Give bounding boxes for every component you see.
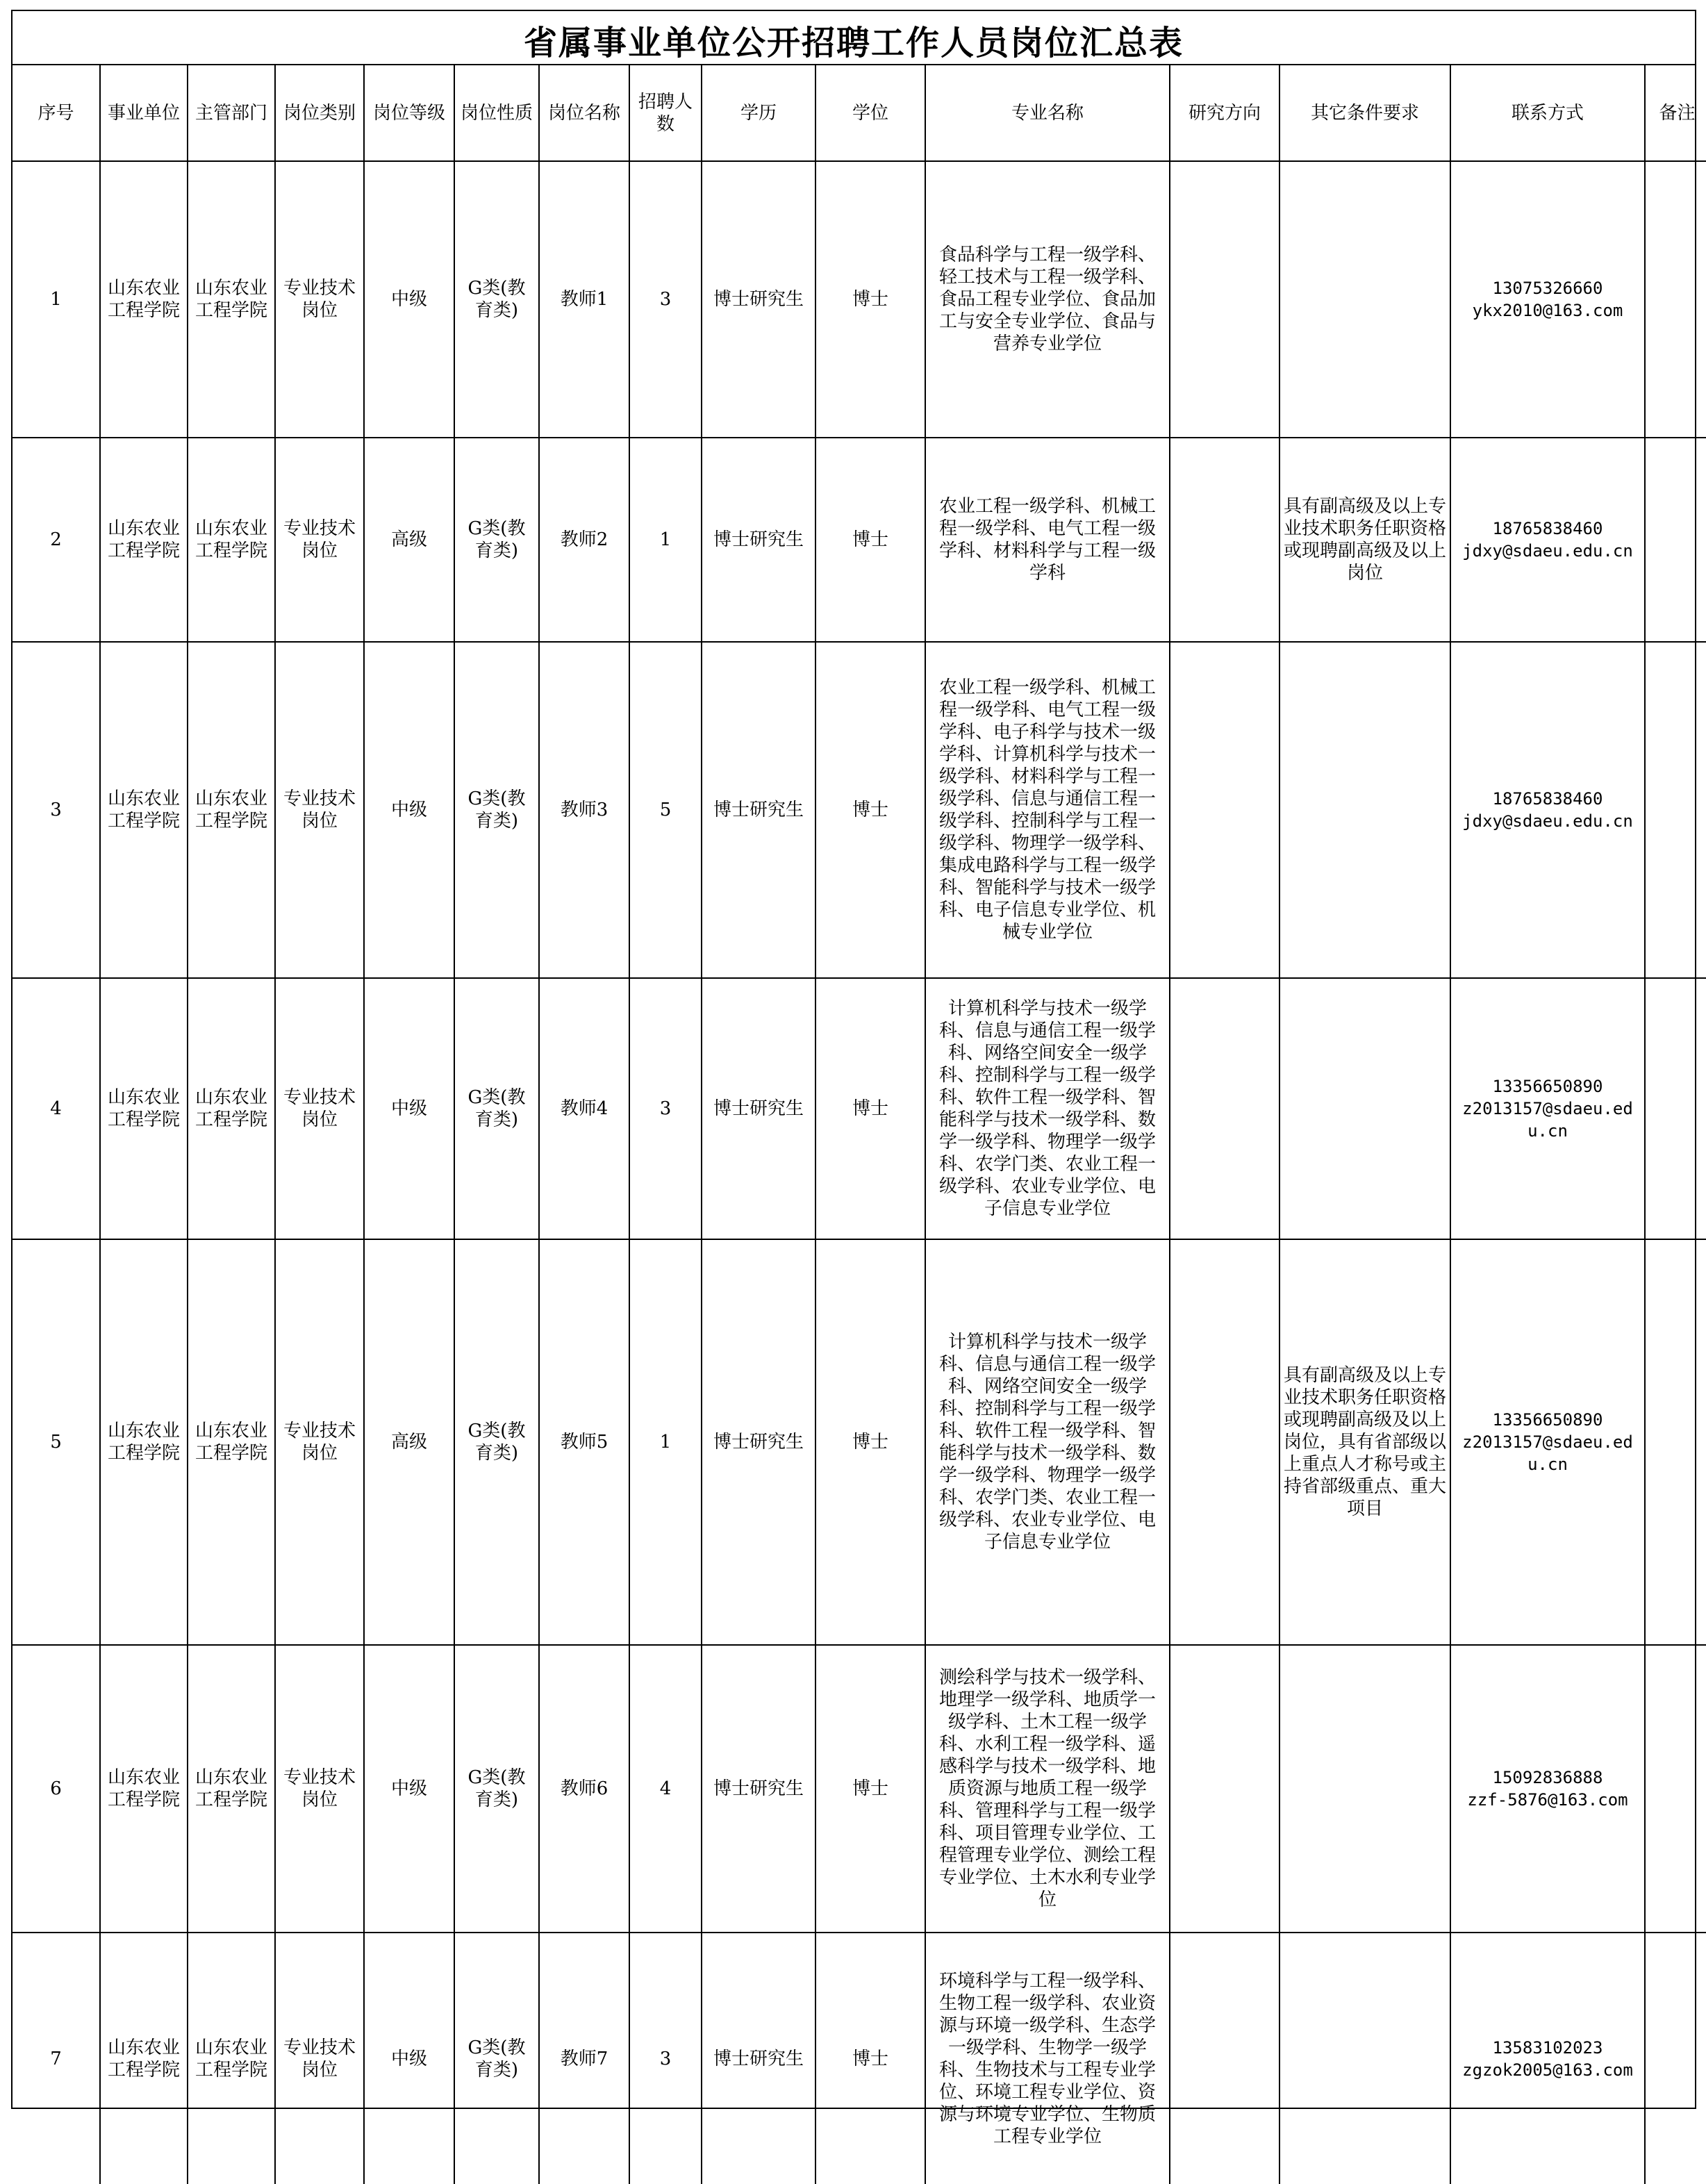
- table-row: [13, 1933, 1706, 2184]
- degree-cell: 博士: [815, 1239, 925, 1645]
- level-cell: 高级: [364, 438, 454, 642]
- major-cell: 计算机科学与技术一级学科、信息与通信工程一级学科、网络空间安全一级学科、控制科学与工程一级学科、软件工程一级学科、智能科学与技术一级学科、数学一级学科、物理学一级学科、农学门类、农业工程一级学科、农业专业学位、电子信息专业学位: [925, 1239, 1170, 1645]
- education-cell: 博士研究生: [702, 1645, 815, 1933]
- note-cell: [1645, 1933, 1706, 2184]
- degree-cell: 博士: [815, 438, 925, 642]
- degree-cell: 博士: [815, 1933, 925, 2184]
- contact-email: jdxy@sdaeu.edu.cn: [1462, 811, 1633, 831]
- contact-phone: 18765838460: [1492, 789, 1603, 809]
- positions-table: [13, 65, 1706, 2184]
- header-col-other: 其它条件要求: [1280, 65, 1450, 161]
- contact-email: z2013157@sdaeu.edu.cn: [1462, 1432, 1633, 1474]
- header-col-major: 专业名称: [925, 65, 1170, 161]
- header-col-dept: 主管部门: [188, 65, 275, 161]
- category-cell: 专业技术岗位: [275, 1933, 364, 2184]
- other-conditions-cell: 具有副高级及以上专业技术职务任职资格或现聘副高级及以上岗位: [1280, 438, 1450, 642]
- education-cell: 博士研究生: [702, 438, 815, 642]
- contact-email: z2013157@sdaeu.edu.cn: [1462, 1099, 1633, 1141]
- nature-cell: G类(教育类): [454, 1239, 539, 1645]
- unit-cell: 山东农业工程学院: [100, 642, 188, 978]
- contact-phone: 13356650890: [1492, 1410, 1603, 1430]
- header-col-count: 招聘人数: [629, 65, 702, 161]
- direction-cell: [1170, 1239, 1280, 1645]
- header-col-name: 岗位名称: [539, 65, 629, 161]
- major-cell: 测绘科学与技术一级学科、地理学一级学科、地质学一级学科、土木工程一级学科、水利工程一级学科、遥感科学与技术一级学科、地质资源与地质工程一级学科、管理科学与工程一级学科、项目管理专业学位、工程管理专业学位、测绘工程专业学位、土木水利专业学位: [925, 1645, 1170, 1933]
- degree-cell: 博士: [815, 161, 925, 438]
- major-cell: 农业工程一级学科、机械工程一级学科、电气工程一级学科、电子科学与技术一级学科、计算机科学与技术一级学科、材料科学与工程一级学科、信息与通信工程一级学科、控制科学与工程一级学科、物理学一级学科、集成电路科学与工程一级学科、智能科学与技术一级学科、电子信息专业学位、机械专业学位: [925, 642, 1170, 978]
- dept-cell: 山东农业工程学院: [188, 1645, 275, 1933]
- unit-cell: 山东农业工程学院: [100, 161, 188, 438]
- position-name-cell: 教师2: [539, 438, 629, 642]
- spreadsheet-sheet: [11, 10, 1696, 2147]
- unit-cell: 山东农业工程学院: [100, 1645, 188, 1933]
- education-cell: 博士研究生: [702, 1239, 815, 1645]
- contact-cell: [1450, 1645, 1645, 1933]
- major-cell: 农业工程一级学科、机械工程一级学科、电气工程一级学科、材料科学与工程一级学科: [925, 438, 1170, 642]
- nature-cell: G类(教育类): [454, 978, 539, 1239]
- contact-email: zgzok2005@163.com: [1462, 2060, 1633, 2080]
- level-cell: 中级: [364, 1933, 454, 2184]
- direction-cell: [1170, 978, 1280, 1239]
- unit-cell: 山东农业工程学院: [100, 438, 188, 642]
- nature-cell: G类(教育类): [454, 1645, 539, 1933]
- category-cell: 专业技术岗位: [275, 1239, 364, 1645]
- position-name-cell: 教师6: [539, 1645, 629, 1933]
- direction-cell: [1170, 1933, 1280, 2184]
- table-row: [13, 1239, 1706, 1645]
- page-title: 省属事业单位公开招聘工作人员岗位汇总表: [13, 11, 1695, 65]
- count-cell: 4: [629, 1645, 702, 1933]
- table-row: [13, 978, 1706, 1239]
- dept-cell: 山东农业工程学院: [188, 642, 275, 978]
- contact-phone: 13356650890: [1492, 1077, 1603, 1096]
- dept-cell: 山东农业工程学院: [188, 438, 275, 642]
- seq-cell: 3: [13, 642, 100, 978]
- header-col-contact: 联系方式: [1450, 65, 1645, 161]
- contact-cell: [1450, 978, 1645, 1239]
- note-cell: [1645, 978, 1706, 1239]
- count-cell: 1: [629, 1239, 702, 1645]
- seq-cell: 2: [13, 438, 100, 642]
- table-row: [13, 438, 1706, 642]
- other-conditions-cell: [1280, 1645, 1450, 1933]
- other-conditions-cell: [1280, 1933, 1450, 2184]
- dept-cell: 山东农业工程学院: [188, 1239, 275, 1645]
- nature-cell: G类(教育类): [454, 438, 539, 642]
- category-cell: 专业技术岗位: [275, 642, 364, 978]
- header-col-direction: 研究方向: [1170, 65, 1280, 161]
- category-cell: 专业技术岗位: [275, 1645, 364, 1933]
- position-name-cell: 教师7: [539, 1933, 629, 2184]
- count-cell: 3: [629, 161, 702, 438]
- category-cell: 专业技术岗位: [275, 978, 364, 1239]
- contact-cell: [1450, 161, 1645, 438]
- category-cell: 专业技术岗位: [275, 438, 364, 642]
- note-cell: [1645, 438, 1706, 642]
- note-cell: [1645, 642, 1706, 978]
- contact-phone: 15092836888: [1492, 1768, 1603, 1787]
- degree-cell: 博士: [815, 978, 925, 1239]
- contact-cell: [1450, 1933, 1645, 2184]
- level-cell: 高级: [364, 1239, 454, 1645]
- position-name-cell: 教师1: [539, 161, 629, 438]
- direction-cell: [1170, 161, 1280, 438]
- header-col-unit: 事业单位: [100, 65, 188, 161]
- unit-cell: 山东农业工程学院: [100, 1933, 188, 2184]
- header-row: [13, 65, 1706, 161]
- direction-cell: [1170, 438, 1280, 642]
- degree-cell: 博士: [815, 642, 925, 978]
- direction-cell: [1170, 642, 1280, 978]
- nature-cell: G类(教育类): [454, 642, 539, 978]
- nature-cell: G类(教育类): [454, 161, 539, 438]
- contact-cell: [1450, 642, 1645, 978]
- seq-cell: 5: [13, 1239, 100, 1645]
- category-cell: 专业技术岗位: [275, 161, 364, 438]
- seq-cell: 6: [13, 1645, 100, 1933]
- table-row: [13, 642, 1706, 978]
- contact-cell: [1450, 1239, 1645, 1645]
- level-cell: 中级: [364, 161, 454, 438]
- note-cell: [1645, 1239, 1706, 1645]
- education-cell: 博士研究生: [702, 1933, 815, 2184]
- education-cell: 博士研究生: [702, 161, 815, 438]
- contact-cell: [1450, 438, 1645, 642]
- contact-phone: 13075326660: [1492, 279, 1603, 298]
- note-cell: [1645, 161, 1706, 438]
- contact-phone: 18765838460: [1492, 519, 1603, 538]
- table-row: [13, 1645, 1706, 1933]
- dept-cell: 山东农业工程学院: [188, 1933, 275, 2184]
- major-cell: 食品科学与工程一级学科、轻工技术与工程一级学科、食品工程专业学位、食品加工与安全专业学位、食品与营养专业学位: [925, 161, 1170, 438]
- header-col-degree: 学位: [815, 65, 925, 161]
- contact-email: ykx2010@163.com: [1472, 301, 1623, 320]
- header-col-nature: 岗位性质: [454, 65, 539, 161]
- count-cell: 5: [629, 642, 702, 978]
- count-cell: 1: [629, 438, 702, 642]
- other-conditions-cell: 具有副高级及以上专业技术职务任职资格或现聘副高级及以上岗位，具有省部级以上重点人才称号或主持省部级重点、重大项目: [1280, 1239, 1450, 1645]
- degree-cell: 博士: [815, 1645, 925, 1933]
- position-name-cell: 教师5: [539, 1239, 629, 1645]
- other-conditions-cell: [1280, 161, 1450, 438]
- header-col-edu: 学历: [702, 65, 815, 161]
- nature-cell: G类(教育类): [454, 1933, 539, 2184]
- other-conditions-cell: [1280, 642, 1450, 978]
- dept-cell: 山东农业工程学院: [188, 161, 275, 438]
- seq-cell: 7: [13, 1933, 100, 2184]
- header-col-category: 岗位类别: [275, 65, 364, 161]
- count-cell: 3: [629, 978, 702, 1239]
- contact-email: jdxy@sdaeu.edu.cn: [1462, 541, 1633, 561]
- count-cell: 3: [629, 1933, 702, 2184]
- education-cell: 博士研究生: [702, 978, 815, 1239]
- contact-email: zzf-5876@163.com: [1467, 1790, 1628, 1810]
- direction-cell: [1170, 1645, 1280, 1933]
- dept-cell: 山东农业工程学院: [188, 978, 275, 1239]
- level-cell: 中级: [364, 1645, 454, 1933]
- major-cell: 环境科学与工程一级学科、生物工程一级学科、农业资源与环境一级学科、生态学一级学科、生物学一级学科、生物技术与工程专业学位、环境工程专业学位、资源与环境专业学位、生物质工程专业学位: [925, 1933, 1170, 2184]
- seq-cell: 4: [13, 978, 100, 1239]
- level-cell: 中级: [364, 978, 454, 1239]
- major-cell: 计算机科学与技术一级学科、信息与通信工程一级学科、网络空间安全一级学科、控制科学与工程一级学科、软件工程一级学科、智能科学与技术一级学科、数学一级学科、物理学一级学科、农学门类、农业工程一级学科、农业专业学位、电子信息专业学位: [925, 978, 1170, 1239]
- seq-cell: 1: [13, 161, 100, 438]
- note-cell: [1645, 1645, 1706, 1933]
- table-row: [13, 161, 1706, 438]
- header-col-seq: 序号: [13, 65, 100, 161]
- unit-cell: 山东农业工程学院: [100, 978, 188, 1239]
- other-conditions-cell: [1280, 978, 1450, 1239]
- position-name-cell: 教师3: [539, 642, 629, 978]
- education-cell: 博士研究生: [702, 642, 815, 978]
- header-col-level: 岗位等级: [364, 65, 454, 161]
- contact-phone: 13583102023: [1492, 2037, 1603, 2058]
- position-name-cell: 教师4: [539, 978, 629, 1239]
- level-cell: 中级: [364, 642, 454, 978]
- unit-cell: 山东农业工程学院: [100, 1239, 188, 1645]
- header-col-note: 备注: [1645, 65, 1706, 161]
